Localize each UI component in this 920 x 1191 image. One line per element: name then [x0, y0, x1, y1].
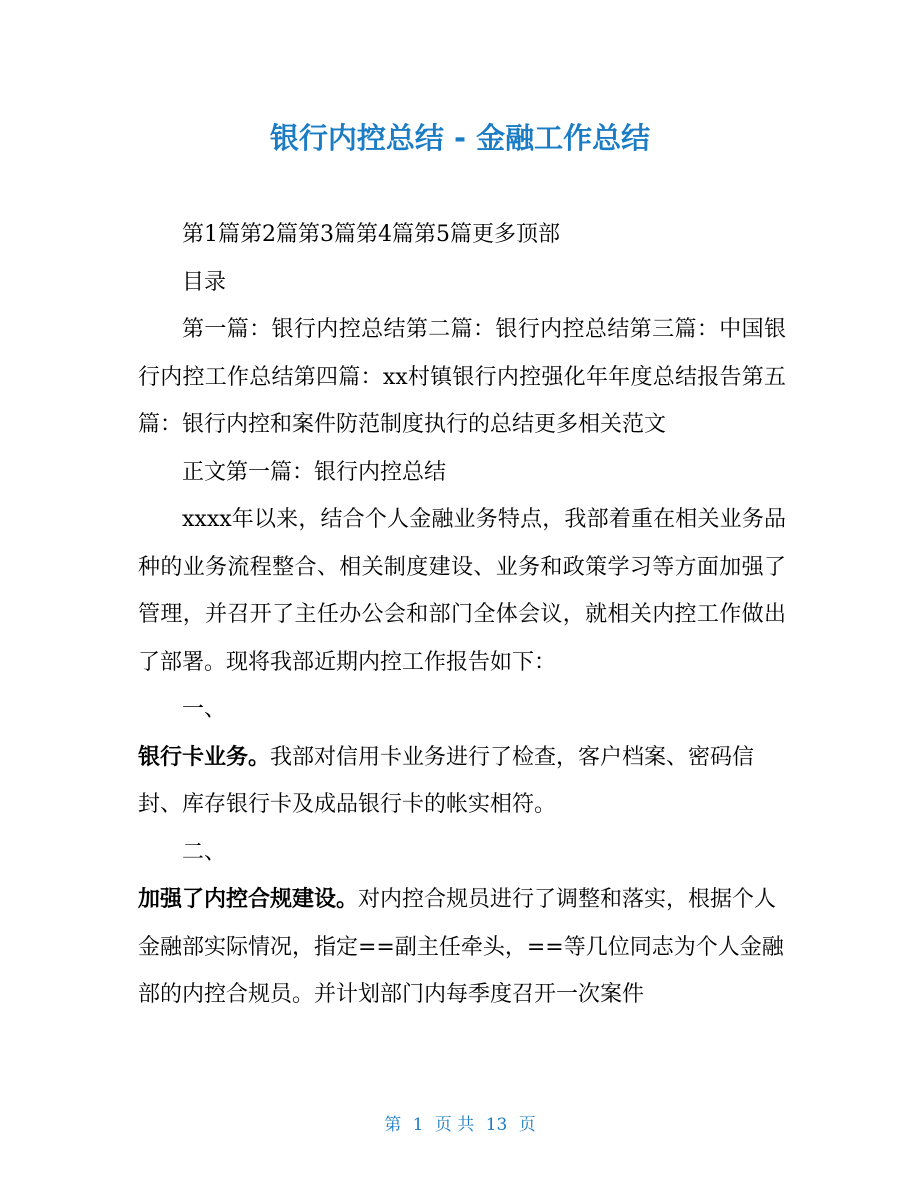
- page-footer: [0, 1112, 920, 1138]
- footer-middle: 页 共: [434, 1115, 475, 1135]
- footer-suffix: 页: [518, 1115, 536, 1135]
- footer-total-pages: 13: [485, 1115, 508, 1135]
- footer-prefix: 第: [384, 1115, 402, 1135]
- item-bold-lead-2: 加强了内控合规建设。: [138, 886, 359, 912]
- item-paragraph-2: [138, 876, 786, 1019]
- footer-page-number: 1: [412, 1115, 424, 1135]
- item-text-2: 对内控合规员进行了调整和落实，根据个人金融部实际情况，指定==副主任牵头，==等几位同志为个人金融部的内控合规员。并计划部门内每季度召开一次案件: [138, 887, 784, 1007]
- document-body: [138, 211, 786, 1019]
- toc-heading: 目录: [182, 269, 227, 295]
- nav-line: 第1篇第2篇第3篇第4篇第5篇更多顶部: [182, 222, 560, 247]
- section-heading: 正文第一篇：银行内控总结: [182, 459, 447, 485]
- item-bold-lead-1: 银行卡业务。: [138, 743, 271, 770]
- item-paragraph-1: [138, 734, 786, 829]
- toc-text: 第一篇：银行内控总结第二篇：银行内控总结第三篇：中国银行内控工作总结第四篇：xx村镇银行内控强化年年度总结报告第五篇：银行内控和案件防范制度执行的总结更多相关范文: [138, 317, 786, 437]
- item-number-2: 二、: [182, 839, 227, 865]
- intro-paragraph: xxxx年以来，结合个人金融业务特点，我部着重在相关业务品种的业务流程整合、相关制度建设、业务和政策学习等方面加强了管理，并召开了主任办公会和部门全体会议，就相关内控工作做出了部署。现将我部近期内控工作报告如下：: [138, 507, 786, 675]
- item-number-1: 一、: [182, 697, 227, 722]
- item-text-1: 我部对信用卡业务进行了检查，客户档案、密码信封、库存银行卡及成品银行卡的帐实相符。: [138, 744, 755, 817]
- document-title: 银行内控总结 - 金融工作总结: [269, 121, 651, 155]
